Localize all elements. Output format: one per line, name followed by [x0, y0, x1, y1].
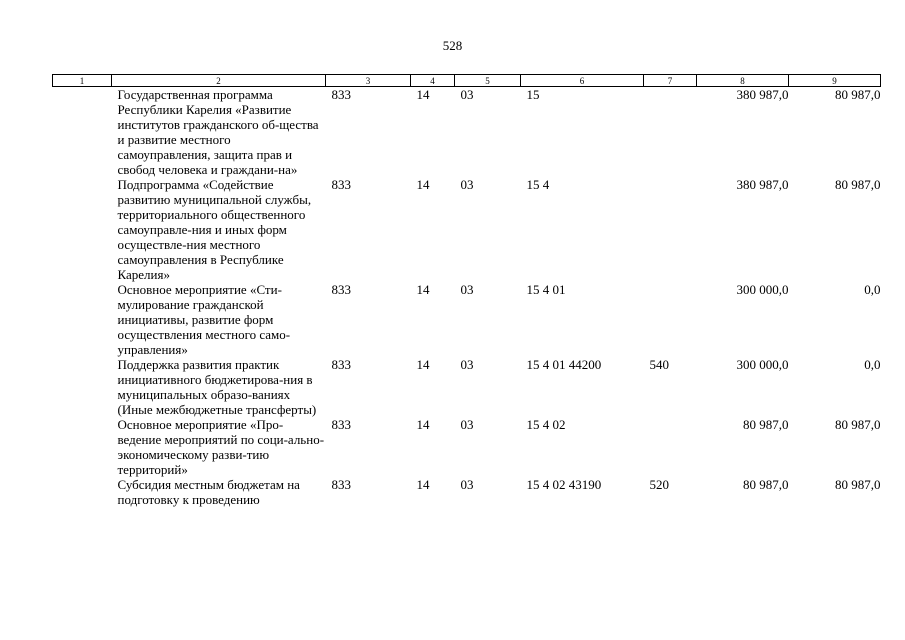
subsection-code: 03 [460, 477, 474, 492]
expense-type: 540 [649, 357, 669, 372]
amount-col-8: 300 000,0 [736, 357, 789, 372]
amount-col-8: 300 000,0 [736, 282, 789, 297]
row-description: Основное мероприятие «Про-ведение мероприятий по соци-ально-экономическому разви-тию территорий» [117, 417, 325, 477]
admin-code: 833 [331, 477, 351, 492]
subsection-code: 03 [460, 177, 474, 192]
admin-code: 833 [331, 417, 351, 432]
subsection-code: 03 [460, 87, 474, 102]
expense-type [644, 417, 697, 477]
subsection-code: 03 [460, 282, 474, 297]
column-header-2: 2 [112, 75, 326, 87]
table-row [53, 357, 881, 417]
amount-col-9: 0,0 [864, 282, 881, 297]
amount-col-9: 80 987,0 [835, 417, 881, 432]
table-row [53, 477, 881, 507]
section-code: 14 [416, 477, 430, 492]
amount-col-8: 80 987,0 [743, 477, 789, 492]
column-header-6: 6 [521, 75, 644, 87]
empty-cell [53, 477, 112, 507]
target-article: 15 4 [526, 177, 550, 192]
admin-code: 833 [331, 87, 351, 102]
empty-cell [53, 87, 112, 178]
column-header-1: 1 [53, 75, 112, 87]
section-code: 14 [416, 87, 430, 102]
subsection-code: 03 [460, 417, 474, 432]
row-description: Основное мероприятие «Сти-мулирование гражданской инициативы, развитие форм осуществления местного само-управления» [117, 282, 291, 357]
target-article: 15 [526, 87, 540, 102]
admin-code: 833 [331, 357, 351, 372]
section-code: 14 [416, 282, 430, 297]
amount-col-8: 80 987,0 [743, 417, 789, 432]
column-header-3: 3 [326, 75, 411, 87]
amount-col-8: 380 987,0 [736, 177, 789, 192]
admin-code: 833 [331, 177, 351, 192]
column-header-7: 7 [644, 75, 697, 87]
expense-type: 520 [649, 477, 669, 492]
column-header-8: 8 [697, 75, 789, 87]
column-header-9: 9 [789, 75, 881, 87]
section-code: 14 [416, 357, 430, 372]
expense-type [644, 282, 697, 357]
table-row [53, 177, 881, 282]
section-code: 14 [416, 417, 430, 432]
column-header-5: 5 [455, 75, 521, 87]
page-number: 528 [442, 38, 463, 53]
empty-cell [53, 177, 112, 282]
amount-col-9: 80 987,0 [835, 177, 881, 192]
section-code: 14 [416, 177, 430, 192]
table-row [53, 417, 881, 477]
target-article: 15 4 02 [526, 417, 566, 432]
column-header-row [53, 75, 881, 87]
empty-cell [53, 357, 112, 417]
target-article: 15 4 01 44200 [526, 357, 602, 372]
target-article: 15 4 02 43190 [526, 477, 602, 492]
amount-col-8: 380 987,0 [736, 87, 789, 102]
column-header-4: 4 [411, 75, 455, 87]
expense-type [644, 177, 697, 282]
amount-col-9: 80 987,0 [835, 87, 881, 102]
empty-cell [53, 417, 112, 477]
budget-table [52, 74, 881, 507]
empty-cell [53, 282, 112, 357]
target-article: 15 4 01 [526, 282, 566, 297]
row-description: Подпрограмма «Содействие развитию муниципальной службы, территориального общественного самоуправле-ния и иных форм осуществле-ния местного самоуправления в Республике Карелия» [117, 177, 312, 282]
expense-type [644, 87, 697, 178]
table-row [53, 282, 881, 357]
amount-col-9: 80 987,0 [835, 477, 881, 492]
row-description: Поддержка развития практик инициативного бюджетирова-ния в муниципальных образо-ваниях (Иные межбюджетные трансферты) [117, 357, 317, 417]
row-description: Субсидия местным бюджетам на подготовку к проведению [117, 477, 300, 507]
subsection-code: 03 [460, 357, 474, 372]
admin-code: 833 [331, 282, 351, 297]
amount-col-9: 0,0 [864, 357, 881, 372]
row-description: Государственная программа Республики Карелия «Развитие институтов гражданского об-щества и развитие местного самоуправления, защита прав и свобод человека и граждани-на» [117, 87, 319, 177]
table-row [53, 87, 881, 178]
